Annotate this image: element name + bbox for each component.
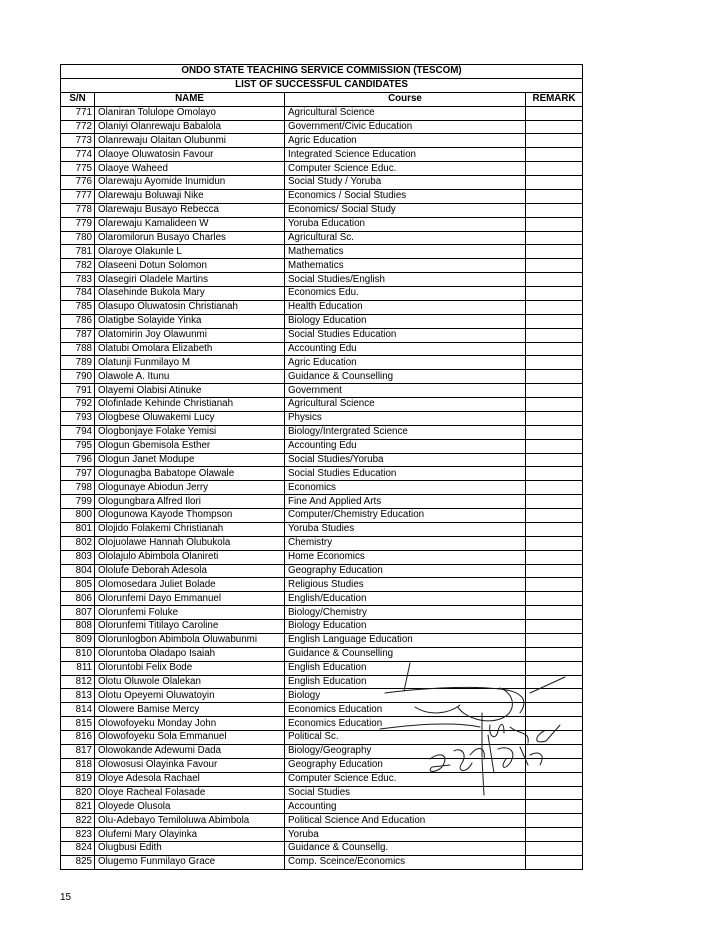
cell-name: Ologunaye Abiodun Jerry [95,481,285,495]
table-row [61,453,583,467]
cell-sn: 786 [61,314,95,328]
cell-remark [526,842,583,856]
table-row [61,800,583,814]
table-row [61,592,583,606]
cell-name: Oloruntoba Oladapo Isaiah [95,647,285,661]
cell-course: Computer Science Educ. [285,772,526,786]
table-row [61,495,583,509]
cell-sn: 804 [61,564,95,578]
cell-remark [526,828,583,842]
cell-sn: 771 [61,106,95,120]
cell-sn: 781 [61,245,95,259]
cell-course: Yoruba Education [285,217,526,231]
cell-name: Olatubi Omolara Elizabeth [95,342,285,356]
table-row [61,578,583,592]
cell-sn: 818 [61,758,95,772]
cell-name: Olowofoyeku Monday John [95,717,285,731]
cell-name: Olaniyi Olanrewaju Babalola [95,120,285,134]
table-row [61,245,583,259]
cell-sn: 822 [61,814,95,828]
column-header-row [61,92,583,106]
table-row [61,189,583,203]
cell-sn: 816 [61,731,95,745]
cell-course: English Education [285,675,526,689]
cell-name: Olowokande Adewumi Dada [95,744,285,758]
cell-sn: 798 [61,481,95,495]
cell-name: Olanrewaju Olaitan Olubunmi [95,134,285,148]
table-row [61,106,583,120]
cell-course: Mathematics [285,259,526,273]
cell-name: Olugemo Funmilayo Grace [95,855,285,869]
cell-course: Home Economics [285,550,526,564]
cell-remark [526,245,583,259]
cell-course: Political Sc. [285,731,526,745]
cell-remark [526,314,583,328]
cell-remark [526,814,583,828]
cell-sn: 811 [61,661,95,675]
cell-remark [526,162,583,176]
cell-sn: 783 [61,273,95,287]
table-row [61,384,583,398]
cell-name: Olaoye Oluwatosin Favour [95,148,285,162]
cell-sn: 803 [61,550,95,564]
cell-sn: 814 [61,703,95,717]
cell-course: Social Studies/English [285,273,526,287]
cell-name: Olotu Opeyemi Oluwatoyin [95,689,285,703]
cell-name: Olatigbe Solayide Yinka [95,314,285,328]
cell-remark [526,620,583,634]
cell-name: Olorunfemi Foluke [95,606,285,620]
cell-name: Olaoye Waheed [95,162,285,176]
cell-course: Economics Education [285,717,526,731]
cell-remark [526,633,583,647]
cell-name: Olowere Bamise Mercy [95,703,285,717]
cell-course: Religious Studies [285,578,526,592]
table-row [61,342,583,356]
cell-sn: 802 [61,536,95,550]
cell-sn: 790 [61,370,95,384]
cell-remark [526,398,583,412]
table-row [61,328,583,342]
cell-remark [526,578,583,592]
cell-name: Olaniran Tolulope Omolayo [95,106,285,120]
handwritten-signature [370,655,570,800]
cell-name: Olatunji Funmilayo M [95,356,285,370]
table-row [61,439,583,453]
cell-remark [526,536,583,550]
cell-name: Olatomirin Joy Olawunmi [95,328,285,342]
table-row [61,481,583,495]
cell-name: Ololajulo Abimbola Olanireti [95,550,285,564]
subtitle-row [61,78,583,92]
cell-remark [526,300,583,314]
cell-sn: 807 [61,606,95,620]
cell-remark [526,259,583,273]
table-row [61,148,583,162]
cell-name: Olarewaju Busayo Rebecca [95,203,285,217]
cell-name: Olorunfemi Titilayo Caroline [95,620,285,634]
table-header [61,65,583,107]
cell-course: Agric Education [285,134,526,148]
cell-remark [526,425,583,439]
table-row [61,398,583,412]
cell-name: Ologun Gbemisola Esther [95,439,285,453]
cell-name: Oloye Racheal Folasade [95,786,285,800]
table-row [61,550,583,564]
table-row [61,828,583,842]
cell-remark [526,550,583,564]
cell-sn: 788 [61,342,95,356]
cell-name: Olojuolawe Hannah Olubukola [95,536,285,550]
cell-name: Olugbusi Edith [95,842,285,856]
table-row [61,606,583,620]
cell-name: Olojido Folakemi Christianah [95,522,285,536]
cell-course: Economics Education [285,703,526,717]
cell-sn: 824 [61,842,95,856]
cell-course: Comp. Sceince/Economics [285,855,526,869]
cell-sn: 809 [61,633,95,647]
cell-course: Agricultural Sc. [285,231,526,245]
cell-sn: 773 [61,134,95,148]
cell-course: Political Science And Education [285,814,526,828]
cell-remark [526,328,583,342]
cell-name: Olomosedara Juliet Bolade [95,578,285,592]
cell-remark [526,148,583,162]
cell-remark [526,106,583,120]
column-header-sn: S/N [61,92,95,106]
cell-sn: 801 [61,522,95,536]
cell-name: Ololufe Deborah Adesola [95,564,285,578]
cell-course: Guidance & Counsellg. [285,842,526,856]
table-row [61,411,583,425]
cell-name: Ologunagba Babatope Olawale [95,467,285,481]
cell-sn: 780 [61,231,95,245]
cell-remark [526,189,583,203]
cell-course: Agricultural Science [285,106,526,120]
cell-course: Yoruba Studies [285,522,526,536]
table-row [61,842,583,856]
title-row [61,65,583,79]
cell-course: Computer/Chemistry Education [285,509,526,523]
cell-name: Olaromilorun Busayo Charles [95,231,285,245]
cell-sn: 776 [61,176,95,190]
table-row [61,564,583,578]
cell-remark [526,411,583,425]
cell-sn: 806 [61,592,95,606]
cell-remark [526,467,583,481]
cell-course: Biology [285,689,526,703]
cell-course: Social Studies/Yoruba [285,453,526,467]
column-header-name: NAME [95,92,285,106]
cell-remark [526,356,583,370]
cell-name: Oloyede Olusola [95,800,285,814]
cell-name: Olasegiri Oladele Martins [95,273,285,287]
table-row [61,176,583,190]
cell-sn: 784 [61,287,95,301]
document-subtitle: LIST OF SUCCESSFUL CANDIDATES [61,78,583,92]
table-row [61,314,583,328]
cell-sn: 813 [61,689,95,703]
cell-course: Guidance & Counselling [285,370,526,384]
cell-sn: 825 [61,855,95,869]
table-row [61,120,583,134]
cell-course: Economics Edu. [285,287,526,301]
cell-remark [526,120,583,134]
table-row [61,855,583,869]
cell-course: Health Education [285,300,526,314]
table-row [61,633,583,647]
cell-sn: 819 [61,772,95,786]
cell-name: Olarewaju Ayomide Inumidun [95,176,285,190]
cell-sn: 795 [61,439,95,453]
cell-remark [526,342,583,356]
cell-name: Olaroye Olakunle L [95,245,285,259]
cell-sn: 799 [61,495,95,509]
cell-course: Accounting Edu [285,342,526,356]
cell-name: Ologun Janet Modupe [95,453,285,467]
cell-course: Integrated Science Education [285,148,526,162]
cell-course: Social Studies Education [285,328,526,342]
cell-sn: 817 [61,744,95,758]
cell-name: Olaseeni Dotun Solomon [95,259,285,273]
cell-course: Biology/Chemistry [285,606,526,620]
cell-sn: 792 [61,398,95,412]
cell-course: Computer Science Educ. [285,162,526,176]
cell-name: Olowosusi Olayinka Favour [95,758,285,772]
cell-remark [526,509,583,523]
cell-sn: 808 [61,620,95,634]
table-row [61,522,583,536]
cell-sn: 794 [61,425,95,439]
cell-course: Biology Education [285,314,526,328]
cell-course: Economics / Social Studies [285,189,526,203]
cell-course: Guidance & Counselling [285,647,526,661]
cell-remark [526,439,583,453]
table-row [61,509,583,523]
cell-sn: 815 [61,717,95,731]
cell-course: English Education [285,661,526,675]
cell-course: Social Study / Yoruba [285,176,526,190]
cell-name: Olorunlogbon Abimbola Oluwabunmi [95,633,285,647]
cell-course: Chemistry [285,536,526,550]
table-row [61,273,583,287]
cell-sn: 777 [61,189,95,203]
cell-name: Oloruntobi Felix Bode [95,661,285,675]
table-row [61,356,583,370]
cell-course: Accounting [285,800,526,814]
table-row [61,536,583,550]
cell-course: Biology Education [285,620,526,634]
cell-remark [526,176,583,190]
cell-name: Olasehinde Bukola Mary [95,287,285,301]
cell-sn: 774 [61,148,95,162]
cell-course: Fine And Applied Arts [285,495,526,509]
table-row [61,370,583,384]
table-row [61,467,583,481]
cell-sn: 779 [61,217,95,231]
cell-sn: 782 [61,259,95,273]
cell-sn: 785 [61,300,95,314]
table-row [61,287,583,301]
cell-remark [526,481,583,495]
cell-course: Geography Education [285,758,526,772]
table-row [61,203,583,217]
cell-name: Olu-Adebayo Temiloluwa Abimbola [95,814,285,828]
cell-name: Oloye Adesola Rachael [95,772,285,786]
cell-remark [526,203,583,217]
cell-sn: 772 [61,120,95,134]
cell-remark [526,522,583,536]
cell-remark [526,217,583,231]
cell-sn: 787 [61,328,95,342]
page-number: 15 [60,892,72,903]
cell-name: Olofinlade Kehinde Christianah [95,398,285,412]
cell-name: Olarewaju Boluwaji Nike [95,189,285,203]
table-row [61,259,583,273]
document-title: ONDO STATE TEACHING SERVICE COMMISSION (TESCOM) [61,65,583,79]
cell-course: Physics [285,411,526,425]
cell-remark [526,564,583,578]
table-row [61,425,583,439]
cell-course: English/Education [285,592,526,606]
column-header-remark: REMARK [526,92,583,106]
cell-remark [526,855,583,869]
cell-course: Yoruba [285,828,526,842]
column-header-course: Course [285,92,526,106]
cell-remark [526,453,583,467]
cell-course: Government [285,384,526,398]
cell-course: Government/Civic Education [285,120,526,134]
cell-sn: 789 [61,356,95,370]
cell-course: Agric Education [285,356,526,370]
table-row [61,162,583,176]
cell-sn: 805 [61,578,95,592]
cell-sn: 793 [61,411,95,425]
cell-sn: 820 [61,786,95,800]
cell-name: Ologungbara Alfred Ilori [95,495,285,509]
cell-remark [526,800,583,814]
cell-name: Olowofoyeku Sola Emmanuel [95,731,285,745]
cell-name: Ologbonjaye Folake Yemisi [95,425,285,439]
cell-remark [526,495,583,509]
cell-sn: 775 [61,162,95,176]
cell-course: Biology/Geography [285,744,526,758]
cell-name: Olayemi Olabisi Atinuke [95,384,285,398]
cell-name: Ologunowa Kayode Thompson [95,509,285,523]
cell-remark [526,231,583,245]
table-row [61,814,583,828]
table-row [61,134,583,148]
cell-name: Olufemi Mary Olayinka [95,828,285,842]
cell-name: Ologbese Oluwakemi Lucy [95,411,285,425]
cell-course: Social Studies Education [285,467,526,481]
cell-sn: 797 [61,467,95,481]
cell-name: Olawole A. Itunu [95,370,285,384]
cell-name: Olasupo Oluwatosin Christianah [95,300,285,314]
cell-course: Social Studies [285,786,526,800]
table-row [61,217,583,231]
cell-remark [526,592,583,606]
cell-sn: 791 [61,384,95,398]
cell-course: English Language Education [285,633,526,647]
cell-remark [526,134,583,148]
cell-sn: 800 [61,509,95,523]
cell-name: Olorunfemi Dayo Emmanuel [95,592,285,606]
table-row [61,300,583,314]
cell-name: Olarewaju Kamalideen W [95,217,285,231]
cell-remark [526,370,583,384]
cell-course: Geography Education [285,564,526,578]
cell-remark [526,384,583,398]
table-row [61,231,583,245]
cell-sn: 796 [61,453,95,467]
cell-sn: 812 [61,675,95,689]
cell-remark [526,606,583,620]
table-row [61,620,583,634]
cell-course: Agricultural Science [285,398,526,412]
cell-sn: 810 [61,647,95,661]
cell-course: Biology/Intergrated Science [285,425,526,439]
cell-course: Mathematics [285,245,526,259]
cell-course: Economics [285,481,526,495]
cell-sn: 778 [61,203,95,217]
cell-course: Economics/ Social Study [285,203,526,217]
cell-sn: 821 [61,800,95,814]
cell-remark [526,273,583,287]
cell-remark [526,287,583,301]
cell-name: Olotu Oluwole Olalekan [95,675,285,689]
cell-course: Accounting Edu [285,439,526,453]
cell-sn: 823 [61,828,95,842]
